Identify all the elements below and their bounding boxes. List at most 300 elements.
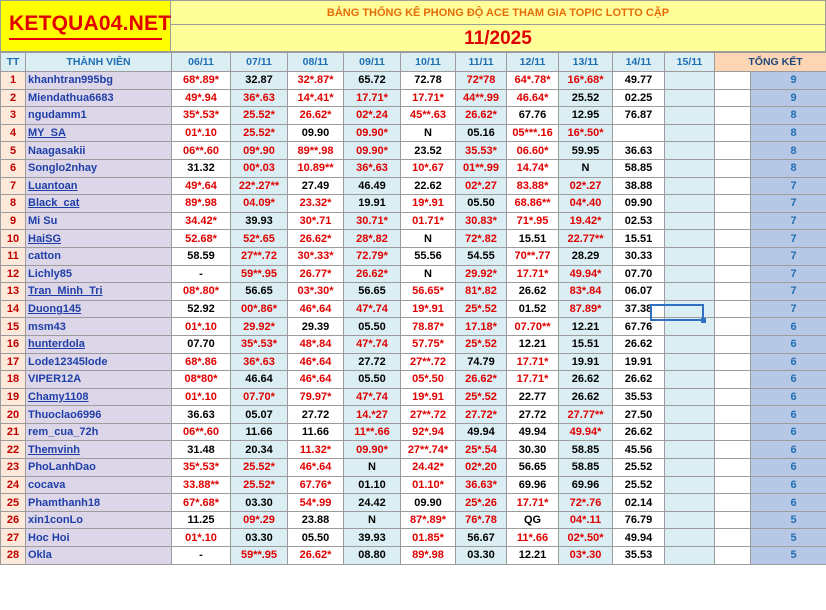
score-cell[interactable]: 07.70**: [507, 318, 559, 336]
row-number[interactable]: 23: [1, 459, 26, 477]
score-cell[interactable]: 55.56: [401, 247, 456, 265]
score-cell[interactable]: 14.*27: [344, 406, 401, 424]
blank-cell[interactable]: [715, 476, 751, 494]
score-cell[interactable]: 68*.86: [172, 353, 231, 371]
score-cell[interactable]: 30*.33*: [288, 247, 344, 265]
member-name[interactable]: msm43: [26, 318, 172, 336]
score-cell[interactable]: 49.94*: [559, 423, 613, 441]
score-cell[interactable]: 46.64: [231, 371, 288, 389]
score-cell[interactable]: 67.76: [613, 318, 665, 336]
total-score[interactable]: 7: [751, 195, 826, 213]
total-score[interactable]: 8: [751, 159, 826, 177]
score-cell[interactable]: 05.50: [344, 371, 401, 389]
score-cell[interactable]: 11.32*: [288, 441, 344, 459]
row-number[interactable]: 6: [1, 159, 26, 177]
score-cell[interactable]: [665, 177, 715, 195]
score-cell[interactable]: 03.30: [231, 529, 288, 547]
score-cell[interactable]: 69.96: [507, 476, 559, 494]
score-cell[interactable]: 26.62: [613, 335, 665, 353]
score-cell[interactable]: 35.53*: [456, 142, 507, 160]
score-cell[interactable]: 49.94: [613, 529, 665, 547]
score-cell[interactable]: 11*.66: [507, 529, 559, 547]
score-cell[interactable]: N: [401, 124, 456, 142]
blank-cell[interactable]: [715, 318, 751, 336]
row-number[interactable]: 25: [1, 494, 26, 512]
score-cell[interactable]: 24.42: [344, 494, 401, 512]
score-cell[interactable]: 35*.53*: [172, 459, 231, 477]
score-cell[interactable]: [665, 441, 715, 459]
score-cell[interactable]: 27.72: [288, 406, 344, 424]
score-cell[interactable]: 05.16: [456, 124, 507, 142]
header-date[interactable]: 13/11: [559, 53, 613, 72]
score-cell[interactable]: 27.77**: [559, 406, 613, 424]
score-cell[interactable]: 35*.53*: [231, 335, 288, 353]
score-cell[interactable]: 05*.50: [401, 371, 456, 389]
blank-cell[interactable]: [715, 388, 751, 406]
score-cell[interactable]: [665, 107, 715, 125]
score-cell[interactable]: 79.97*: [288, 388, 344, 406]
score-cell[interactable]: 09.90*: [344, 124, 401, 142]
score-cell[interactable]: 31.48: [172, 441, 231, 459]
member-name[interactable]: Mi Su: [26, 212, 172, 230]
row-number[interactable]: 13: [1, 283, 26, 301]
score-cell[interactable]: 06**.60: [172, 423, 231, 441]
score-cell[interactable]: 72*.76: [559, 494, 613, 512]
score-cell[interactable]: 36.63*: [456, 476, 507, 494]
blank-cell[interactable]: [715, 72, 751, 90]
score-cell[interactable]: 02*.27: [456, 177, 507, 195]
score-cell[interactable]: 49.94: [507, 423, 559, 441]
score-cell[interactable]: 68.86**: [507, 195, 559, 213]
score-cell[interactable]: [665, 89, 715, 107]
total-score[interactable]: 6: [751, 406, 826, 424]
score-cell[interactable]: 01*.10: [172, 124, 231, 142]
score-cell[interactable]: 29.39: [288, 318, 344, 336]
total-score[interactable]: 6: [751, 335, 826, 353]
total-score[interactable]: 8: [751, 107, 826, 125]
score-cell[interactable]: 16*.50*: [559, 124, 613, 142]
total-score[interactable]: 5: [751, 529, 826, 547]
score-cell[interactable]: 37.38: [613, 300, 665, 318]
score-cell[interactable]: 38.88: [613, 177, 665, 195]
score-cell[interactable]: 01**.99: [456, 159, 507, 177]
score-cell[interactable]: 26.62*: [456, 107, 507, 125]
score-cell[interactable]: 27.72: [344, 353, 401, 371]
score-cell[interactable]: QG: [507, 511, 559, 529]
score-cell[interactable]: 10.89**: [288, 159, 344, 177]
score-cell[interactable]: 02*.27: [559, 177, 613, 195]
score-cell[interactable]: 47*.74: [344, 335, 401, 353]
score-cell[interactable]: 27**.72: [231, 247, 288, 265]
score-cell[interactable]: 09.90*: [344, 142, 401, 160]
score-cell[interactable]: 01*.10: [172, 388, 231, 406]
score-cell[interactable]: 17.71*: [507, 494, 559, 512]
score-cell[interactable]: 36.63: [613, 142, 665, 160]
header-total[interactable]: TỔNG KẾT: [715, 53, 826, 72]
total-score[interactable]: 8: [751, 142, 826, 160]
total-score[interactable]: 6: [751, 441, 826, 459]
score-cell[interactable]: 26.62: [613, 371, 665, 389]
score-cell[interactable]: 72*78: [456, 72, 507, 90]
score-cell[interactable]: 05.50: [288, 529, 344, 547]
score-cell[interactable]: 10*.67: [401, 159, 456, 177]
score-cell[interactable]: 35.53: [613, 388, 665, 406]
header-date[interactable]: 08/11: [288, 53, 344, 72]
score-cell[interactable]: 56.65: [231, 283, 288, 301]
member-name[interactable]: hunterdola: [26, 335, 172, 353]
score-cell[interactable]: 01.10: [344, 476, 401, 494]
score-cell[interactable]: 11.25: [172, 511, 231, 529]
row-number[interactable]: 20: [1, 406, 26, 424]
score-cell[interactable]: [665, 388, 715, 406]
total-score[interactable]: 6: [751, 494, 826, 512]
score-cell[interactable]: 17.71*: [507, 265, 559, 283]
score-cell[interactable]: 12.95: [559, 107, 613, 125]
score-cell[interactable]: [665, 353, 715, 371]
score-cell[interactable]: 25.52*: [231, 459, 288, 477]
score-cell[interactable]: 03*.30*: [288, 283, 344, 301]
row-number[interactable]: 27: [1, 529, 26, 547]
score-cell[interactable]: 15.51: [507, 230, 559, 248]
header-date[interactable]: 11/11: [456, 53, 507, 72]
member-name[interactable]: rem_cua_72h: [26, 423, 172, 441]
score-cell[interactable]: [665, 124, 715, 142]
score-cell[interactable]: 16*.68*: [559, 72, 613, 90]
member-name[interactable]: Naagasakii: [26, 142, 172, 160]
score-cell[interactable]: 25.52*: [231, 476, 288, 494]
score-cell[interactable]: 47*.74: [344, 388, 401, 406]
score-cell[interactable]: 36*.63: [344, 159, 401, 177]
score-cell[interactable]: 89**.98: [288, 142, 344, 160]
score-cell[interactable]: 01*.10: [172, 529, 231, 547]
score-cell[interactable]: 06.07: [613, 283, 665, 301]
blank-cell[interactable]: [715, 406, 751, 424]
score-cell[interactable]: 25.52: [559, 89, 613, 107]
score-cell[interactable]: 17.71*: [507, 353, 559, 371]
blank-cell[interactable]: [715, 529, 751, 547]
score-cell[interactable]: 19*.91: [401, 388, 456, 406]
blank-cell[interactable]: [715, 177, 751, 195]
member-name[interactable]: Thuoclao6996: [26, 406, 172, 424]
score-cell[interactable]: 05.07: [231, 406, 288, 424]
blank-cell[interactable]: [715, 230, 751, 248]
score-cell[interactable]: 25*.52: [456, 388, 507, 406]
total-score[interactable]: 7: [751, 265, 826, 283]
score-cell[interactable]: 39.93: [231, 212, 288, 230]
score-cell[interactable]: 26.62*: [288, 230, 344, 248]
score-cell[interactable]: 04.09*: [231, 195, 288, 213]
score-cell[interactable]: [665, 195, 715, 213]
score-cell[interactable]: 11.66: [288, 423, 344, 441]
score-cell[interactable]: 17.71*: [401, 89, 456, 107]
member-name[interactable]: ngudamm1: [26, 107, 172, 125]
score-cell[interactable]: 54.55: [456, 247, 507, 265]
header-date[interactable]: 07/11: [231, 53, 288, 72]
blank-cell[interactable]: [715, 142, 751, 160]
header-date[interactable]: 15/11: [665, 53, 715, 72]
score-cell[interactable]: 39.93: [344, 529, 401, 547]
row-number[interactable]: 19: [1, 388, 26, 406]
score-cell[interactable]: 78.87*: [401, 318, 456, 336]
member-name[interactable]: khanhtran995bg: [26, 72, 172, 90]
score-cell[interactable]: 49*.94: [172, 89, 231, 107]
score-cell[interactable]: 87.89*: [559, 300, 613, 318]
total-score[interactable]: 6: [751, 318, 826, 336]
score-cell[interactable]: 49.94*: [559, 265, 613, 283]
row-number[interactable]: 26: [1, 511, 26, 529]
row-number[interactable]: 12: [1, 265, 26, 283]
score-cell[interactable]: 01.52: [507, 300, 559, 318]
score-cell[interactable]: 02*.20: [456, 459, 507, 477]
score-cell[interactable]: -: [172, 547, 231, 565]
header-date[interactable]: 09/11: [344, 53, 401, 72]
total-score[interactable]: 8: [751, 124, 826, 142]
score-cell[interactable]: 67.76: [507, 107, 559, 125]
blank-cell[interactable]: [715, 195, 751, 213]
score-cell[interactable]: 26.62*: [456, 371, 507, 389]
score-cell[interactable]: 31.32: [172, 159, 231, 177]
score-cell[interactable]: 09.90: [401, 494, 456, 512]
member-name[interactable]: Themvinh: [26, 441, 172, 459]
member-name[interactable]: xin1conLo: [26, 511, 172, 529]
blank-cell[interactable]: [715, 283, 751, 301]
score-cell[interactable]: 00*.86*: [231, 300, 288, 318]
score-cell[interactable]: 19*.91: [401, 195, 456, 213]
total-score[interactable]: 5: [751, 511, 826, 529]
total-score[interactable]: 5: [751, 547, 826, 565]
blank-cell[interactable]: [715, 247, 751, 265]
score-cell[interactable]: 46*.64: [288, 459, 344, 477]
score-cell[interactable]: 56.65*: [401, 283, 456, 301]
blank-cell[interactable]: [715, 300, 751, 318]
score-cell[interactable]: [665, 371, 715, 389]
score-cell[interactable]: 22.77: [507, 388, 559, 406]
row-number[interactable]: 7: [1, 177, 26, 195]
score-cell[interactable]: 19.91: [559, 353, 613, 371]
score-cell[interactable]: 26.62: [613, 423, 665, 441]
member-name[interactable]: Lode12345lode: [26, 353, 172, 371]
blank-cell[interactable]: [715, 335, 751, 353]
score-cell[interactable]: 57.75*: [401, 335, 456, 353]
score-cell[interactable]: 52.92: [172, 300, 231, 318]
header-date[interactable]: 12/11: [507, 53, 559, 72]
member-name[interactable]: catton: [26, 247, 172, 265]
total-score[interactable]: 7: [751, 247, 826, 265]
score-cell[interactable]: 17.71*: [344, 89, 401, 107]
score-cell[interactable]: 46*.64: [288, 300, 344, 318]
score-cell[interactable]: 03*.30: [559, 547, 613, 565]
score-cell[interactable]: 26.77*: [288, 265, 344, 283]
member-name[interactable]: Duong145: [26, 300, 172, 318]
score-cell[interactable]: 19.91: [613, 353, 665, 371]
score-cell[interactable]: 02.25: [613, 89, 665, 107]
score-cell[interactable]: 28*.82: [344, 230, 401, 248]
score-cell[interactable]: 08*80*: [172, 371, 231, 389]
score-cell[interactable]: 81*.82: [456, 283, 507, 301]
score-cell[interactable]: 05.50: [344, 318, 401, 336]
score-cell[interactable]: 48*.84: [288, 335, 344, 353]
score-cell[interactable]: 09.90*: [344, 441, 401, 459]
blank-cell[interactable]: [715, 212, 751, 230]
score-cell[interactable]: [665, 335, 715, 353]
score-cell[interactable]: 52.68*: [172, 230, 231, 248]
total-score[interactable]: 6: [751, 353, 826, 371]
member-name[interactable]: Black_cat: [26, 195, 172, 213]
sheet-title[interactable]: BẢNG THỐNG KÊ PHONG ĐỘ ACE THAM GIA TOPIC LOTTO CẶP: [171, 0, 826, 25]
score-cell[interactable]: 64*.78*: [507, 72, 559, 90]
score-cell[interactable]: 56.65: [507, 459, 559, 477]
score-cell[interactable]: [665, 318, 715, 336]
score-cell[interactable]: 26.62: [507, 283, 559, 301]
score-cell[interactable]: 58.59: [172, 247, 231, 265]
score-cell[interactable]: 58.85: [559, 441, 613, 459]
score-cell[interactable]: 59**.95: [231, 547, 288, 565]
score-cell[interactable]: 25.52: [613, 459, 665, 477]
score-cell[interactable]: 01.71*: [401, 212, 456, 230]
score-cell[interactable]: 25*.26: [456, 494, 507, 512]
score-cell[interactable]: 30.71*: [344, 212, 401, 230]
score-cell[interactable]: N: [401, 265, 456, 283]
score-cell[interactable]: 22.62: [401, 177, 456, 195]
total-score[interactable]: 9: [751, 72, 826, 90]
score-cell[interactable]: 14*.41*: [288, 89, 344, 107]
site-logo[interactable]: [0, 0, 171, 52]
score-cell[interactable]: 02*.50*: [559, 529, 613, 547]
score-cell[interactable]: 14.74*: [507, 159, 559, 177]
member-name[interactable]: Tran_Minh_Tri: [26, 283, 172, 301]
score-cell[interactable]: 72.79*: [344, 247, 401, 265]
score-cell[interactable]: 25.52: [613, 476, 665, 494]
score-cell[interactable]: 52*.65: [231, 230, 288, 248]
score-cell[interactable]: [665, 212, 715, 230]
header-tt[interactable]: TT: [1, 53, 26, 72]
score-cell[interactable]: 83*.84: [559, 283, 613, 301]
blank-cell[interactable]: [715, 494, 751, 512]
score-cell[interactable]: 76.87: [613, 107, 665, 125]
score-cell[interactable]: [665, 72, 715, 90]
header-date[interactable]: 14/11: [613, 53, 665, 72]
member-name[interactable]: Okla: [26, 547, 172, 565]
row-number[interactable]: 18: [1, 371, 26, 389]
score-cell[interactable]: 25.52*: [231, 124, 288, 142]
score-cell[interactable]: 46*.64: [288, 371, 344, 389]
score-cell[interactable]: 47*.74: [344, 300, 401, 318]
score-cell[interactable]: 59**.95: [231, 265, 288, 283]
score-cell[interactable]: 27.72*: [456, 406, 507, 424]
row-number[interactable]: 10: [1, 230, 26, 248]
score-cell[interactable]: 08.80: [344, 547, 401, 565]
blank-cell[interactable]: [715, 89, 751, 107]
score-cell[interactable]: 04*.40: [559, 195, 613, 213]
score-cell[interactable]: 72*.82: [456, 230, 507, 248]
score-cell[interactable]: 30.83*: [456, 212, 507, 230]
row-number[interactable]: 14: [1, 300, 26, 318]
blank-cell[interactable]: [715, 423, 751, 441]
score-cell[interactable]: 15.51: [613, 230, 665, 248]
score-cell[interactable]: 65.72: [344, 72, 401, 90]
score-cell[interactable]: 36*.63: [231, 353, 288, 371]
score-cell[interactable]: 01.85*: [401, 529, 456, 547]
score-cell[interactable]: 87*.89*: [401, 511, 456, 529]
member-name[interactable]: VIPER12A: [26, 371, 172, 389]
score-cell[interactable]: 02.53: [613, 212, 665, 230]
score-cell[interactable]: 46.64*: [507, 89, 559, 107]
row-number[interactable]: 9: [1, 212, 26, 230]
header-member[interactable]: THÀNH VIÊN: [26, 53, 172, 72]
score-cell[interactable]: 04*.11: [559, 511, 613, 529]
score-cell[interactable]: 25*.52: [456, 300, 507, 318]
total-score[interactable]: 7: [751, 230, 826, 248]
score-cell[interactable]: [665, 300, 715, 318]
score-cell[interactable]: 05***.16: [507, 124, 559, 142]
score-cell[interactable]: [665, 423, 715, 441]
score-cell[interactable]: 05.50: [456, 195, 507, 213]
header-date[interactable]: 10/11: [401, 53, 456, 72]
score-cell[interactable]: [665, 159, 715, 177]
score-cell[interactable]: 89*.98: [401, 547, 456, 565]
score-cell[interactable]: 30*.71: [288, 212, 344, 230]
score-cell[interactable]: [665, 547, 715, 565]
row-number[interactable]: 1: [1, 72, 26, 90]
score-cell[interactable]: 74.79: [456, 353, 507, 371]
score-cell[interactable]: 76.79: [613, 511, 665, 529]
score-cell[interactable]: 19*.91: [401, 300, 456, 318]
score-cell[interactable]: 02*.24: [344, 107, 401, 125]
total-score[interactable]: 7: [751, 283, 826, 301]
row-number[interactable]: 28: [1, 547, 26, 565]
row-number[interactable]: 5: [1, 142, 26, 160]
score-cell[interactable]: N: [559, 159, 613, 177]
member-name[interactable]: Phamthanh18: [26, 494, 172, 512]
score-cell[interactable]: [665, 459, 715, 477]
member-name[interactable]: HaiSG: [26, 230, 172, 248]
row-number[interactable]: 24: [1, 476, 26, 494]
score-cell[interactable]: 07.70*: [231, 388, 288, 406]
score-cell[interactable]: N: [344, 511, 401, 529]
total-score[interactable]: 6: [751, 388, 826, 406]
sheet-month[interactable]: 11/2025: [171, 25, 826, 52]
score-cell[interactable]: 25*.52: [456, 335, 507, 353]
score-cell[interactable]: 23.88: [288, 511, 344, 529]
score-cell[interactable]: 68*.89*: [172, 72, 231, 90]
member-name[interactable]: Miendathua6683: [26, 89, 172, 107]
score-cell[interactable]: 25*.54: [456, 441, 507, 459]
score-cell[interactable]: 34.42*: [172, 212, 231, 230]
score-cell[interactable]: 23.32*: [288, 195, 344, 213]
score-cell[interactable]: 29.92*: [231, 318, 288, 336]
score-cell[interactable]: 01.10*: [401, 476, 456, 494]
score-cell[interactable]: 70**.77: [507, 247, 559, 265]
score-cell[interactable]: 24.42*: [401, 459, 456, 477]
score-cell[interactable]: 45**.63: [401, 107, 456, 125]
score-cell[interactable]: 09*.90: [231, 142, 288, 160]
score-cell[interactable]: 23.52: [401, 142, 456, 160]
row-number[interactable]: 2: [1, 89, 26, 107]
score-cell[interactable]: [665, 476, 715, 494]
score-cell[interactable]: 59.95: [559, 142, 613, 160]
score-cell[interactable]: 27**.74*: [401, 441, 456, 459]
row-number[interactable]: 11: [1, 247, 26, 265]
member-name[interactable]: PhoLanhDao: [26, 459, 172, 477]
score-cell[interactable]: 35.53: [613, 547, 665, 565]
blank-cell[interactable]: [715, 441, 751, 459]
score-cell[interactable]: 06.60*: [507, 142, 559, 160]
score-cell[interactable]: 33.88**: [172, 476, 231, 494]
score-cell[interactable]: -: [172, 265, 231, 283]
score-cell[interactable]: 27.72: [507, 406, 559, 424]
score-cell[interactable]: 35*.53*: [172, 107, 231, 125]
row-number[interactable]: 4: [1, 124, 26, 142]
